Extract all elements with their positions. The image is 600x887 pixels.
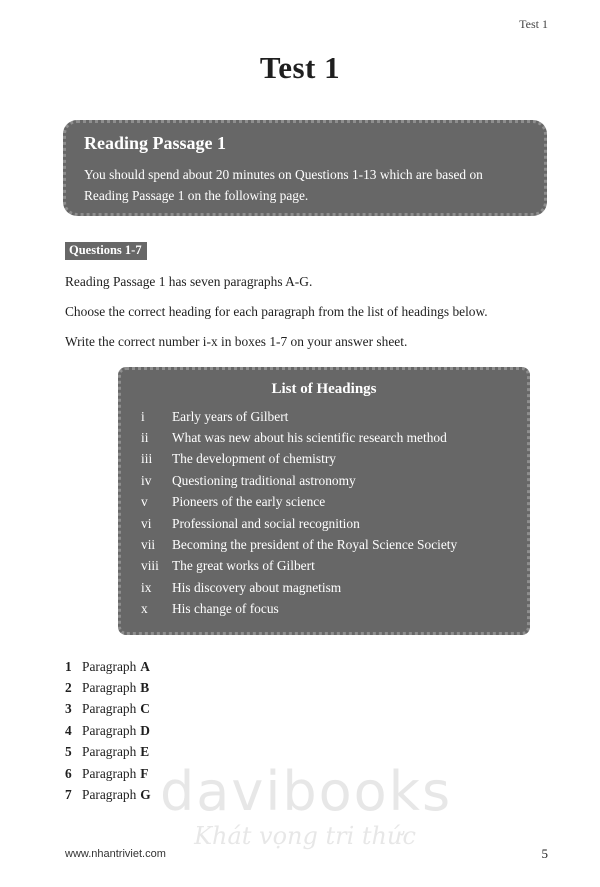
paragraph-letter: E xyxy=(140,744,150,760)
paragraph-label: Paragraph xyxy=(82,722,137,738)
heading-number: viii xyxy=(141,558,159,574)
paragraph-question xyxy=(65,699,151,720)
paragraph-label: Paragraph xyxy=(82,744,137,760)
heading-text: Questioning traditional astronomy xyxy=(172,472,356,488)
heading-number: v xyxy=(141,494,148,510)
heading-item xyxy=(141,406,288,427)
headings-title: List of Headings xyxy=(271,381,377,397)
heading-item xyxy=(141,449,336,470)
passage-instruction-line: Reading Passage 1 on the following page. xyxy=(84,188,309,203)
paragraph-letter: B xyxy=(140,680,150,696)
heading-text: Early years of Gilbert xyxy=(172,408,289,424)
heading-text: What was new about his scientific research method xyxy=(172,429,447,445)
instruction-line: Choose the correct heading for each paragraph from the list of headings below. xyxy=(65,304,488,319)
heading-number: ix xyxy=(141,579,152,595)
paragraph-question xyxy=(65,677,151,698)
paragraph-label: Paragraph xyxy=(82,765,137,781)
heading-number: vii xyxy=(141,536,156,552)
heading-text: His discovery about magnetism xyxy=(172,579,342,595)
page-number: 5 xyxy=(541,846,548,861)
heading-item xyxy=(141,492,325,513)
heading-item xyxy=(141,556,315,577)
heading-item xyxy=(141,470,356,491)
passage-title: Reading Passage 1 xyxy=(84,133,227,153)
paragraph-label: Paragraph xyxy=(82,701,137,717)
question-number: 5 xyxy=(65,744,72,760)
heading-number: ii xyxy=(141,429,149,445)
questions-badge: Questions 1-7 xyxy=(65,242,147,260)
question-number: 2 xyxy=(65,680,72,696)
paragraph-label: Paragraph xyxy=(82,680,137,696)
paragraph-question-list xyxy=(65,656,151,806)
heading-text: Pioneers of the early science xyxy=(172,494,326,510)
instruction-line: Reading Passage 1 has seven paragraphs A-G. xyxy=(65,274,313,289)
question-number: 3 xyxy=(65,701,72,717)
paragraph-question xyxy=(65,720,151,741)
paragraph-letter: D xyxy=(140,722,150,738)
heading-item xyxy=(141,599,279,620)
instruction-line: Write the correct number i-x in boxes 1-7 on your answer sheet. xyxy=(65,334,408,349)
heading-number: iv xyxy=(141,472,152,488)
heading-text: Professional and social recognition xyxy=(172,515,360,531)
paragraph-question xyxy=(65,742,151,763)
question-number: 6 xyxy=(65,765,72,781)
heading-text: Becoming the president of the Royal Science Society xyxy=(172,536,458,552)
heading-text: The great works of Gilbert xyxy=(172,558,315,574)
heading-text: His change of focus xyxy=(172,601,279,617)
passage-instruction-text xyxy=(84,164,526,206)
paragraph-question xyxy=(65,656,151,677)
paragraph-label: Paragraph xyxy=(82,787,137,803)
list-of-headings-box xyxy=(118,367,530,635)
footer-url: www.nhantriviet.com xyxy=(65,848,166,860)
paragraph-label: Paragraph xyxy=(82,658,137,674)
passage-instruction-box xyxy=(63,120,547,216)
heading-item xyxy=(141,534,457,555)
heading-item xyxy=(141,577,341,598)
paragraph-letter: A xyxy=(140,658,150,674)
heading-number: iii xyxy=(141,451,153,467)
paragraph-letter: C xyxy=(140,701,150,717)
running-head: Test 1 xyxy=(519,17,548,31)
heading-text: The development of chemistry xyxy=(172,451,336,467)
watermark xyxy=(160,760,453,850)
paragraph-letter: F xyxy=(140,765,149,781)
paragraph-question xyxy=(65,763,151,784)
question-number: 1 xyxy=(65,658,72,674)
passage-instruction-line: You should spend about 20 minutes on Questions 1-13 which are based on xyxy=(84,167,483,182)
test-title: Test 1 xyxy=(259,50,341,85)
heading-number: x xyxy=(141,601,148,617)
question-number: 4 xyxy=(65,722,72,738)
paragraph-letter: G xyxy=(140,787,151,803)
watermark-brand: davibooks xyxy=(160,760,453,823)
watermark-tagline: Khát vọng tri thức xyxy=(194,822,416,850)
heading-number: vi xyxy=(141,515,152,531)
paragraph-question xyxy=(65,784,151,805)
heading-item xyxy=(141,513,360,534)
heading-number: i xyxy=(141,408,145,424)
question-number: 7 xyxy=(65,787,72,803)
heading-item xyxy=(141,427,447,448)
